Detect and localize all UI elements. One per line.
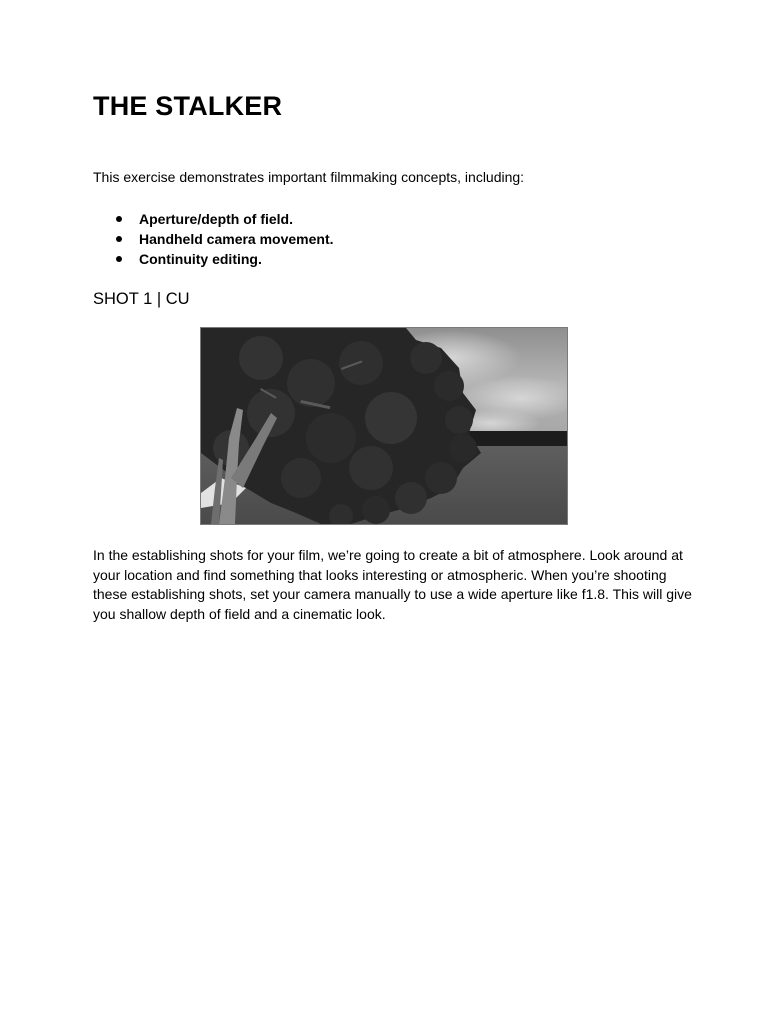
list-item: [93, 249, 334, 269]
concept-label: Aperture/depth of field.: [139, 211, 293, 227]
bullet-icon: [116, 236, 122, 242]
tree-scene-illustration: [201, 328, 567, 524]
bullet-icon: [116, 256, 122, 262]
concept-label: Handheld camera movement.: [139, 231, 334, 247]
page-title: THE STALKER: [93, 91, 283, 121]
shot-image: [200, 327, 568, 525]
list-item: [93, 229, 334, 249]
bullet-icon: [116, 216, 122, 222]
intro-text: This exercise demonstrates important filmmaking concepts, including:: [93, 169, 525, 185]
list-item: [93, 209, 334, 229]
shot-heading: SHOT 1 | CU: [93, 290, 190, 308]
body-paragraph: In the establishing shots for your film, we’re going to create a bit of atmosphere. Look around at your location and find something that looks interesting or atmospheric. When you’re shooting these establishing shots, set your camera manually to use a wide aperture like f1.8. This will give you shallow depth of field and a cinematic look.: [93, 547, 692, 622]
concept-list: [93, 209, 334, 269]
concept-label: Continuity editing.: [139, 251, 262, 267]
